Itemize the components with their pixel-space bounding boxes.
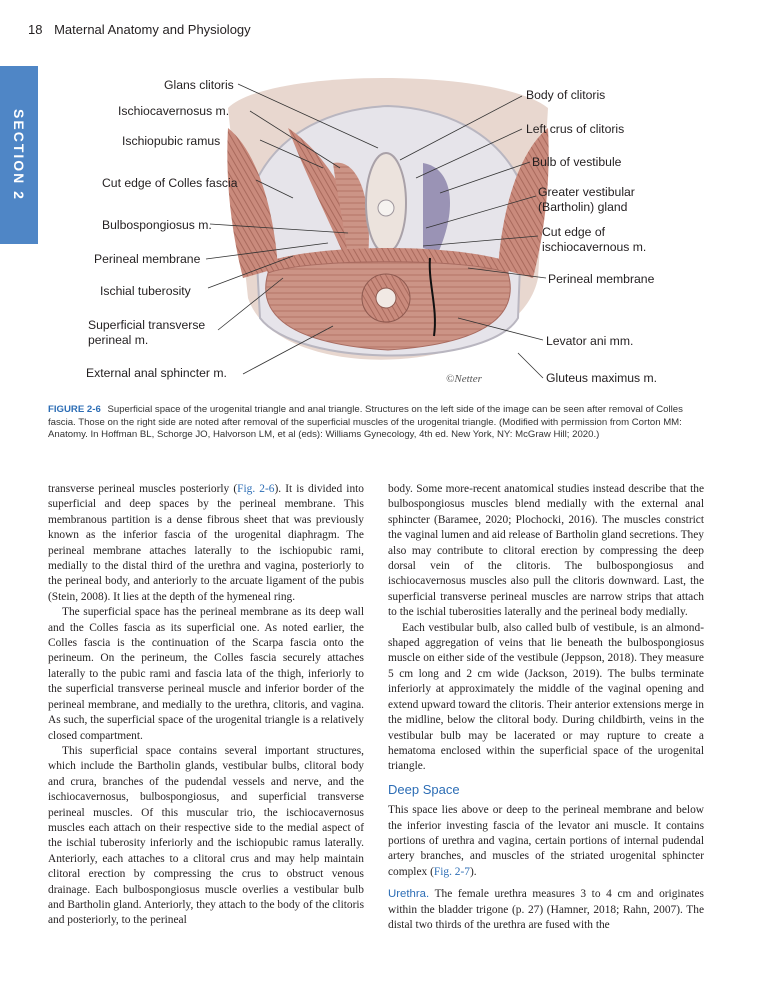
running-title: Maternal Anatomy and Physiology bbox=[54, 22, 251, 37]
label-left-crus: Left crus of clitoris bbox=[526, 122, 625, 136]
artist-signature: ©Netter bbox=[446, 373, 482, 385]
label-body-of-clitoris: Body of clitoris bbox=[526, 88, 606, 102]
label-perineal-membrane-left: Perineal membrane bbox=[94, 252, 201, 266]
label-ischiocavernosus: Ischiocavernosus m. bbox=[118, 104, 230, 118]
paragraph bbox=[388, 803, 704, 880]
label-ischial-tuberosity: Ischial tuberosity bbox=[100, 284, 191, 298]
page-number: 18 bbox=[28, 22, 43, 37]
text-column-right bbox=[388, 482, 704, 933]
section-tab bbox=[0, 66, 38, 244]
figure-caption bbox=[48, 404, 708, 442]
figure-link[interactable]: Fig. 2-6 bbox=[237, 483, 275, 495]
paragraph: This superficial space contains several important structures, which include the Bartholin glands, vestibular bulbs, clitoral body and crura, branches of the pudendal vessels and nerve, and the ischiocavernosus, bulbospongiosus, and superficial transverse perineal muscles. Of this muscular trio, the ischiocavernosus muscles each attach on their respective side to the medial aspect of the ischial tuberosity inferiorly and the ischiopubic ramus laterally. Anteriorly, each attaches to a clitoral crus and may help maintain clitoral erection by compressing the crus to obstruct venous drainage. Each bulbospongiosus muscle overlies a vestibular bulb and Bartholin gland. Anteriorly, they attach to the body of the clitoris and posteriorly, to the perineal bbox=[48, 744, 364, 927]
label-ischiocavernous: ischiocavernous m. bbox=[542, 240, 647, 254]
paragraph bbox=[388, 887, 704, 933]
run-in-heading: Urethra. bbox=[388, 888, 430, 901]
label-superficial-transverse: Superficial transverse bbox=[88, 318, 206, 332]
label-cut-edge-of: Cut edge of bbox=[542, 225, 606, 239]
figure-link[interactable]: Fig. 2-7 bbox=[433, 865, 470, 878]
text-run: ). bbox=[469, 865, 477, 878]
section-heading: Deep Space bbox=[388, 781, 460, 797]
section-tab-label: SECTION 2 bbox=[11, 109, 27, 201]
label-gluteus-maximus: Gluteus maximus m. bbox=[546, 371, 658, 385]
label-colles-fascia: Cut edge of Colles fascia bbox=[102, 176, 238, 190]
label-ischiopubic-ramus: Ischiopubic ramus bbox=[122, 134, 221, 148]
paragraph: Each vestibular bulb, also called bulb of vestibule, is an almond-shaped aggregation of veins that lie beneath the bulbospongiosus muscle on either side of the vestibule (Jeppson, 2018). They measure 5 cm long and 2 cm wide (Jackson, 2019). The bulbs terminate inferiorly at approximately the middle of the vaginal opening and extend upward toward the clitoris. Their anterior extensions merge in the midline, below the clitoral body. During childbirth, veins in the vestibular bulb may be lacerated or may rupture to create a hematoma enclosed within the superficial space of the urogenital triangle. bbox=[388, 621, 704, 773]
label-external-anal-sphincter: External anal sphincter m. bbox=[86, 366, 227, 380]
caption-text: Superficial space of the urogenital triangle and anal triangle. Structures on the left side of the image can be seen after removal of Colles fascia. Those on the right side are noted after removal of the superficial muscles of the urogenital triangle. (Modified with permission from Corton MM: Anatomy. In Hoffman BL, Schorge JO, Halvorson LM, et al (eds): Williams Gynecology, 4th ed. New York, NY: McGraw Hill; 2020.) bbox=[48, 404, 683, 441]
label-levator-ani: Levator ani mm. bbox=[546, 334, 634, 348]
text-column-left bbox=[48, 482, 364, 929]
label-bulb-of-vestibule: Bulb of vestibule bbox=[532, 155, 622, 169]
text-run: This space lies above or deep to the perineal membrane and below the inferior investing fascia of the levator ani muscle. It contains portions of urethra and vagina, certain portions of internal pudendal artery branches, and muscles of the striated urogenital sphincter complex ( bbox=[388, 804, 704, 878]
label-greater-vestibular: Greater vestibular bbox=[538, 185, 635, 199]
figure-number: FIGURE 2-6 bbox=[48, 404, 101, 415]
anatomy-figure bbox=[78, 68, 708, 398]
paragraph: body. Some more-recent anatomical studies instead describe that the bulbospongiosus muscles blend medially with the external anal sphincter (Baramee, 2020; Plochocki, 2016). The muscles constrict the vaginal lumen and aid release of Bartholin gland secretions. They also may contribute to clitoral erection by compressing the deep dorsal vein of the clitoris. The bulbospongiosus and ischiocavernosus muscles also pull the clitoris downward. Last, the superficial transverse perineal muscles are narrow strips that attach to the ischial tuberosities laterally and the perineal body medially. bbox=[388, 483, 704, 619]
paragraph: The superficial space has the perineal membrane as its deep wall and the Colles fascia as its superficial one. As noted earlier, the Colles fascia is the continuation of the Scarpa fascia onto the perineum. On the perineum, the Colles fascia securely attaches laterally to the pubic rami and fascia lata of the thigh, inferiorly to the superficial transverse perineal muscle and inferior border of the perineal membrane, and medially to the urethra, clitoris, and vagina. As such, the superficial space of the urogenital triangle is a relatively closed compartment. bbox=[48, 606, 364, 742]
label-glans-clitoris: Glans clitoris bbox=[164, 78, 234, 92]
running-header bbox=[28, 22, 251, 37]
text-run: The female urethra measures 3 to 4 cm and originates within the bladder trigone (p. 27) (Hamner, 2018; Rahn, 2007). The distal two thirds of the urethra are fused with the bbox=[388, 888, 704, 931]
label-bartholin-gland: (Bartholin) gland bbox=[538, 200, 628, 214]
label-perineal-m: perineal m. bbox=[88, 333, 149, 347]
label-perineal-membrane-right: Perineal membrane bbox=[548, 272, 655, 286]
label-bulbospongiosus: Bulbospongiosus m. bbox=[102, 218, 212, 232]
anal-opening-shape bbox=[376, 288, 396, 308]
paragraph bbox=[48, 482, 364, 605]
text-run: ). It is divided into superficial and deep spaces by the perineal membrane. This membranous partition is a dense fibrous sheet that was previously known as the inferior fascia of the urogenital diaphragm. The perineal membrane attaches laterally to the ischiopubic rami, medially to the distal third of the urethra and vagina, posteriorly to the perineal body, and anteriorly to the arcuate ligament of the pubis (Stein, 2008). It lies at the depth of the hymeneal ring. bbox=[48, 483, 364, 603]
vaginal-opening-shape bbox=[378, 200, 394, 216]
text-run: transverse perineal muscles posteriorly ( bbox=[48, 483, 238, 495]
